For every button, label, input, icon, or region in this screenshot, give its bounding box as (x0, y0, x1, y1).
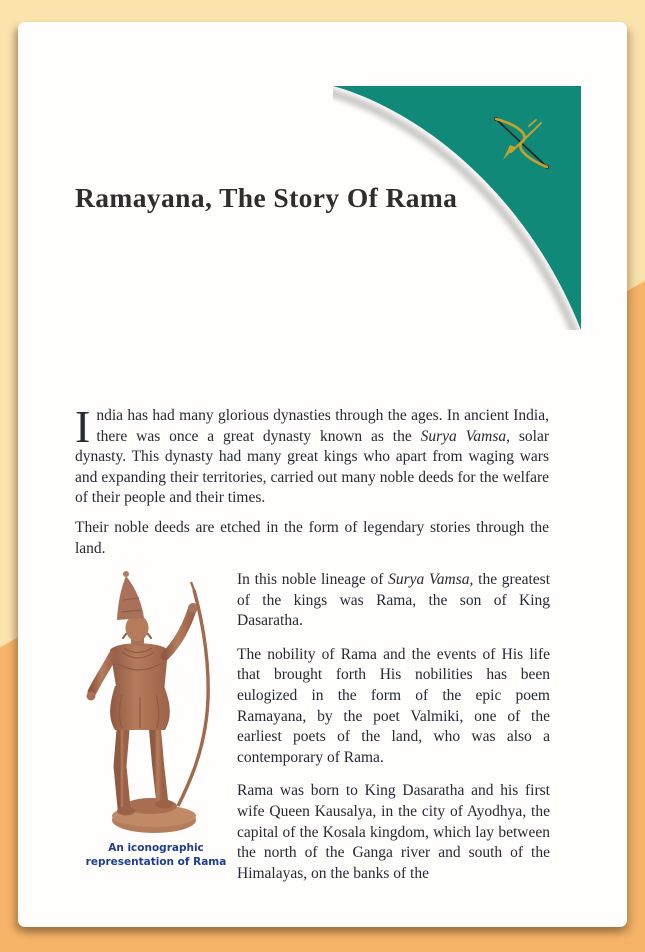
drop-cap: I (75, 401, 91, 452)
intro-paragraphs (75, 401, 549, 568)
figure-caption: An iconographic representation of Rama (85, 842, 227, 868)
paragraph-birth: Rama was born to King Dasaratha and his first wife Queen Kausalya, in the city of Ayodhya, the capital of the Kosala kingdom, which lay between the north of the Ganga river and south of the Himalayas, on the banks of the (237, 782, 550, 882)
rama-statue-illustration (84, 568, 229, 838)
rama-statue-figure (67, 568, 245, 869)
paragraph-nobility: The nobility of Rama and the events of His life that brought forth His nobilities has been eulogized in the form of the epic poem Ramayana, by the poet Valmiki, one of the earliest poets of the land, who was also a contemporary of Rama. (237, 645, 550, 766)
right-column-paragraphs (237, 570, 550, 897)
page-title: Ramayana, The Story Of Rama (75, 182, 458, 214)
page-sheet (18, 22, 627, 927)
paragraph-lineage: In this noble lineage of Surya Vamsa, the greatest of the kings was Rama, the son of King Dasaratha. (237, 571, 551, 630)
paragraph-dynasties: India has had many glorious dynasties through the ages. In ancient India, there was once a great dynasty known as the Surya Vamsa, solar dynasty. This dynasty had many great kings who apart from waging wars and expanding their territories, carried out many noble deeds for the welfare of their people and their times. (75, 401, 549, 507)
paragraph-legends: Their noble deeds are etched in the form of legendary stories through the land. (75, 518, 549, 557)
